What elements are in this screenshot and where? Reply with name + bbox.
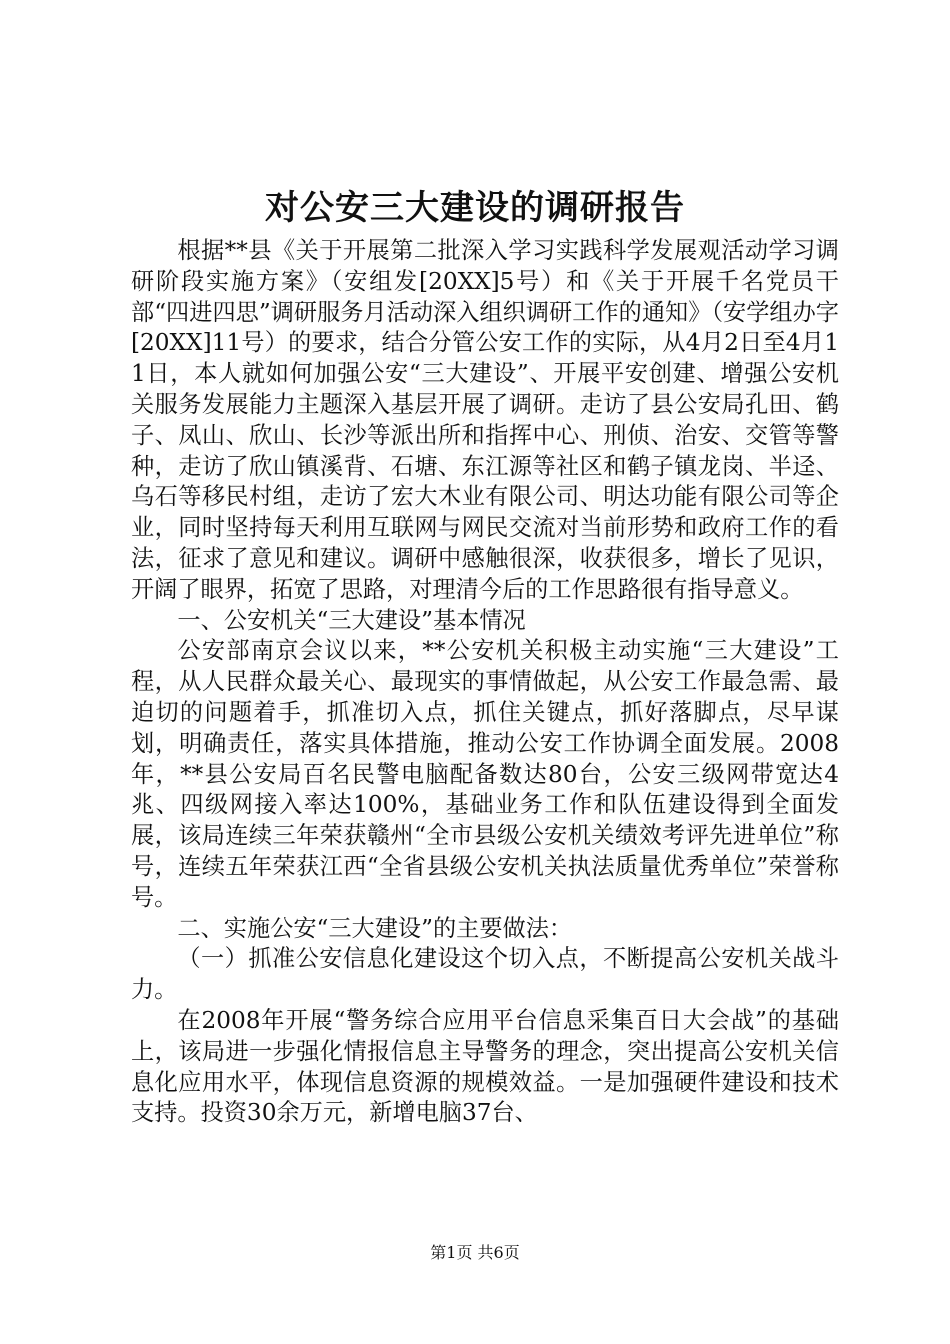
section-heading-1: 一、公安机关“三大建设”基本情况 bbox=[177, 606, 526, 634]
document-body bbox=[131, 236, 839, 1129]
document-title: 对公安三大建设的调研报告 bbox=[265, 188, 685, 228]
section-heading-2: 二、实施公安“三大建设”的主要做法： bbox=[177, 914, 573, 942]
paragraph-subsection-1: 在2008年开展“警务综合应用平台信息采集百日大会战”的基础上，该局进一步强化情报信息主导警务的理念，突出提高公安机关信息化应用水平，体现信息资源的规模效益。一是加强硬件建设和技术支持。投资30余万元，新增电脑37台、 bbox=[131, 1006, 839, 1127]
subsection-heading-1: （一）抓准公安信息化建设这个切入点，不断提高公安机关战斗力。 bbox=[131, 945, 839, 1004]
paragraph-section-1: 公安部南京会议以来，**公安机关积极主动实施“三大建设”工程，从人民群众最关心、最现实的事情做起，从公安工作最急需、最迫切的问题着手，抓准切入点，抓住关键点，抓好落脚点，尽早谋划，明确责任，落实具体措施，推动公安工作协调全面发展。2008年，**县公安局百名民警电脑配备数达80台，公安三级网带宽达4兆、四级网接入率达100%，基础业务工作和队伍建设得到全面发展，该局连续三年荣获赣州“全市县级公安机关绩效考评先进单位”称号，连续五年荣获江西“全省县级公安机关执法质量优秀单位”荣誉称号。 bbox=[131, 637, 839, 911]
page-number-footer: 第1页 共6页 bbox=[430, 1243, 520, 1262]
paragraph-intro: 根据**县《关于开展第二批深入学习实践科学发展观活动学习调研阶段实施方案》（安组发[20XX]5号）和《关于开展千名党员干部“四进四思”调研服务月活动深入组织调研工作的通知》（安学组办字[20XX]11号）的要求，结合分管公安工作的实际，从4月2日至4月11日，本人就如何加强公安“三大建设”、开展平安创建、增强公安机关服务发展能力主题深入基层开展了调研。走访了县公安局孔田、鹤子、凤山、欣山、长沙等派出所和指挥中心、刑侦、治安、交管等警种，走访了欣山镇溪背、石塘、东江源等社区和鹤子镇龙岗、半迳、乌石等移民村组，走访了宏大木业有限公司、明达功能有限公司等企业，同时坚持每天利用互联网与网民交流对当前形势和政府工作的看法，征求了意见和建议。调研中感触很深，收获很多，增长了见识，开阔了眼界，拓宽了思路，对理清今后的工作思路很有指导意义。 bbox=[131, 237, 839, 603]
